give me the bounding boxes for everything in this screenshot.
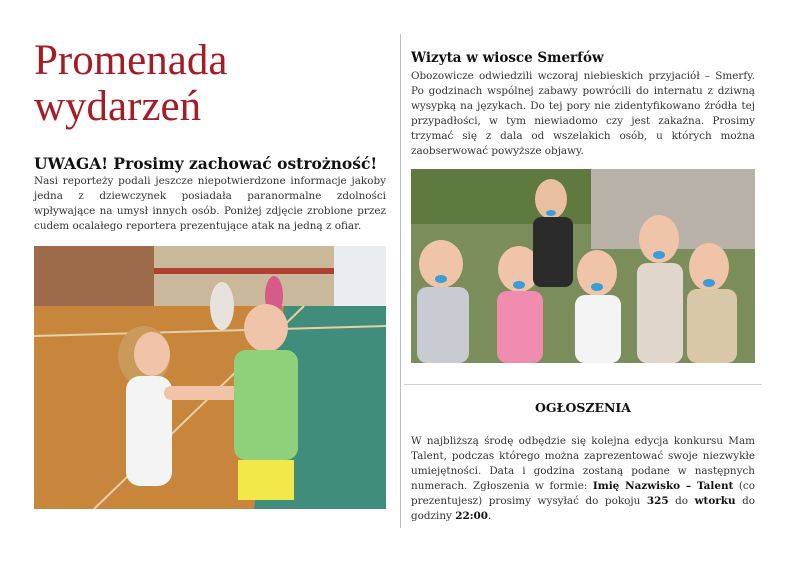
blue-tongue xyxy=(703,279,715,287)
left-article-heading: UWAGA! Prosimy zachować ostrożność! xyxy=(34,154,378,173)
announcements-text: . xyxy=(488,510,492,522)
page-title-line-1: Promenada xyxy=(34,37,228,84)
deadline-time: 22:00 xyxy=(455,510,488,522)
blue-tongue xyxy=(653,251,665,259)
blue-tongue xyxy=(513,281,525,289)
kid-shirt xyxy=(533,217,573,287)
room-number: 325 xyxy=(646,495,669,507)
smurf-photo xyxy=(411,169,755,363)
page-title-line-2: wydarzeń xyxy=(34,83,202,130)
kid-shirt xyxy=(575,295,621,363)
left-article-body: Nasi reporteży podali jeszcze niepotwierdzone informacje jakoby jedna z dziewczynek posiadała paranormalne zdolności wpływające na umysł innych osób. Poniżej zdjęcie zrobione przez cudem ocalałego reportera prezentujące atak na jedną z ofiar. xyxy=(34,175,386,232)
wall-stripe xyxy=(154,268,334,274)
boy-shorts xyxy=(238,460,294,500)
gym-window xyxy=(334,246,386,316)
right-article-heading: Wizyta w wiosce Smerfów xyxy=(411,50,604,66)
announcements-text: do godziny xyxy=(411,495,755,522)
kid-shirt xyxy=(637,263,683,363)
submission-format: Imię Nazwisko – Talent xyxy=(592,480,734,492)
smurf-photo-illustration xyxy=(411,169,755,363)
kid-shirt xyxy=(687,289,737,363)
kid-shirt xyxy=(417,287,469,363)
girl-face xyxy=(134,332,170,376)
page-title xyxy=(34,38,227,130)
section-divider xyxy=(404,384,762,385)
blue-tongue xyxy=(435,275,447,283)
column-divider xyxy=(400,34,401,528)
announcements-text: (co prezentujesz) prosimy wysyłać do pokoju xyxy=(411,480,755,507)
wall-bars xyxy=(34,246,154,306)
announcements-text: W najbliższą środę odbędzie się kolejna edycja konkursu Mam Talent, podczas którego można zaprezentować swoje niezwykłe umiejętności. Data i godzina zostaną podane w następnych numerach. Zgłoszenia w formie: xyxy=(411,435,755,492)
announcements-heading: OGŁOSZENIA xyxy=(535,400,631,415)
gym-photo-illustration xyxy=(34,246,386,509)
boy-face xyxy=(244,304,288,352)
deadline-day: wtorku xyxy=(694,495,736,507)
background-kid xyxy=(210,282,234,330)
kid-shirt xyxy=(497,291,543,363)
announcements-body xyxy=(411,434,755,524)
blue-tongue xyxy=(546,210,556,216)
boy-shirt xyxy=(234,350,298,460)
right-article-body: Obozowicze odwiedzili wczoraj niebieskich przyjaciół – Smerfy. Po godzinach wspólnej zabawy powrócili do internatu z dziwną wysypką na językach. Do tej pory nie zidentyfikowano źródła tej przypadłości, w tym niewiadomo czy jest zakaźna. Prosimy trzymać się z dala od wszelakich osób, u których można zaobserwować powyższe objawy. xyxy=(411,70,755,157)
gym-photo xyxy=(34,246,386,509)
announcements-text: do xyxy=(668,495,695,507)
blue-tongue xyxy=(591,283,603,291)
